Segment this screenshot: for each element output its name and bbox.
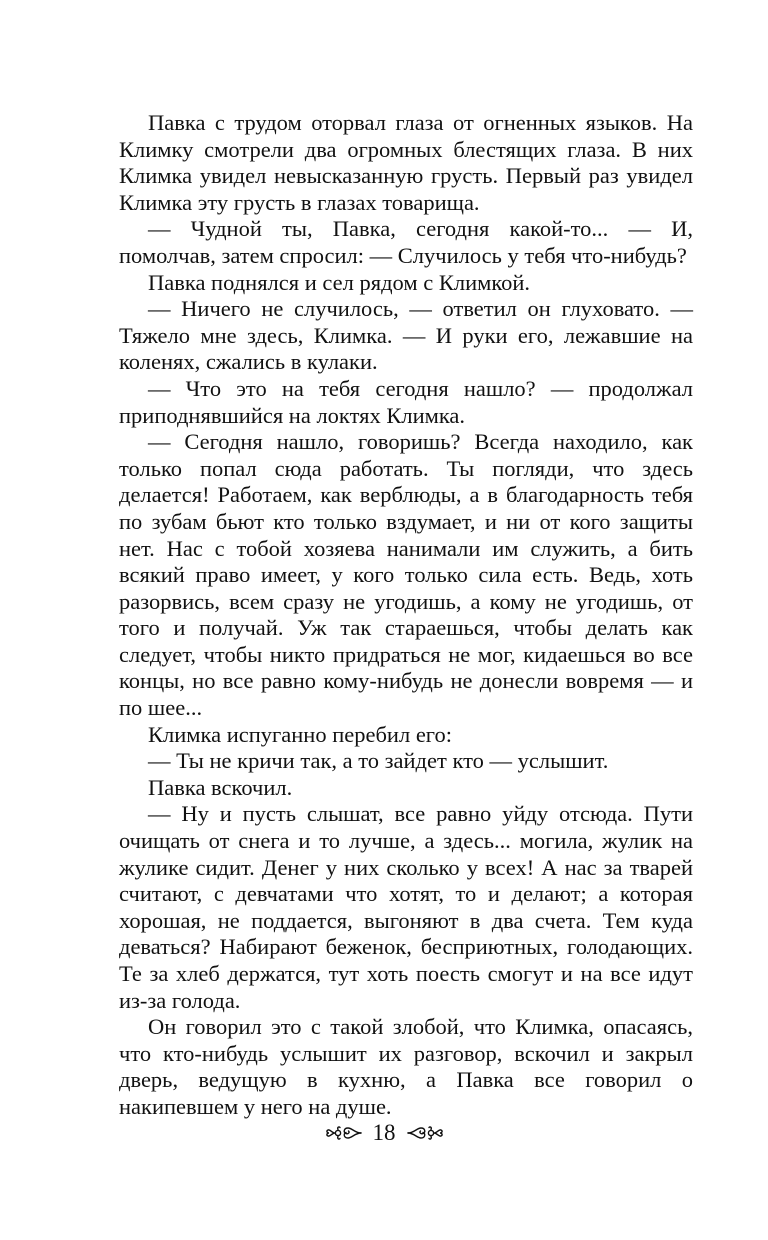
paragraph: — Чудной ты, Павка, сегодня какой-то... — И, помолчав, затем спросил: — Случилось у тебя что-нибудь? [119, 216, 693, 268]
page-number: 18 [372, 1120, 396, 1145]
paragraph: Павка вскочил. [148, 774, 293, 800]
page-text-block [119, 110, 693, 1121]
paragraph: — Ничего не случилось, — ответил он глуховато. — Тяжело мне здесь, Климка. — И руки его, лежавшие на коленях, сжались в кулаки. [119, 296, 693, 375]
paragraph: Он говорил это с такой злобой, что Климка, опасаясь, что кто-нибудь услышит их разговор, вскочил и закрыл дверь, ведущую в кухню, а Павка все говорил о накипевшем у него на душе. [119, 1014, 693, 1119]
paragraph: Климка испуганно перебил его: [148, 721, 452, 747]
paragraph: — Ты не кричи так, а то зайдет кто — услышит. [148, 748, 609, 774]
paragraph: Павка с трудом оторвал глаза от огненных языков. На Климку смотрели два огромных блестящих глаза. В них Климка увидел невысказанную грусть. Первый раз увидел Климка эту грусть в глазах товарища. [119, 110, 693, 215]
paragraph: — Что это на тебя сегодня нашло? — продолжал приподнявшийся на локтях Климка. [119, 375, 693, 428]
paragraph: Павка поднялся и сел рядом с Климкой. [148, 269, 531, 295]
fleuron-left-icon [325, 1124, 363, 1142]
page-footer [0, 1118, 768, 1148]
paragraph: — Ну и пусть слышат, все равно уйду отсюда. Пути очищать от снега и то лучше, а здесь... могила, жулик на жулике сидит. Денег у них сколько у всех! А нас за тварей считают, с девчатами что хотят, то и делают; а которая хорошая, не поддается, выгоняют в два счета. Тем куда деваться? Набирают беженок, бесприютных, голодающих. Те за хлеб держатся, тут хоть поесть смогут и на все идут из-за голода. [119, 801, 693, 1013]
fleuron-right-icon [406, 1124, 444, 1142]
paragraph: — Сегодня нашло, говоришь? Всегда находило, как только попал сюда работать. Ты погляди, что здесь делается! Работаем, как верблюды, а в благодарность тебя по зубам бьют кто только вздумает, и ни от кого защиты нет. Нас с тобой хозяева нанимали им служить, а бить всякий право имеет, у кого только сила есть. Ведь, хоть разорвись, всем сразу не угодишь, а кому не угодишь, от того и получай. Уж так стараешься, чтобы делать как следует, чтобы никто придраться не мог, кидаешься во все концы, но все равно кому-нибудь не донесли вовремя — и по шее... [119, 429, 693, 721]
